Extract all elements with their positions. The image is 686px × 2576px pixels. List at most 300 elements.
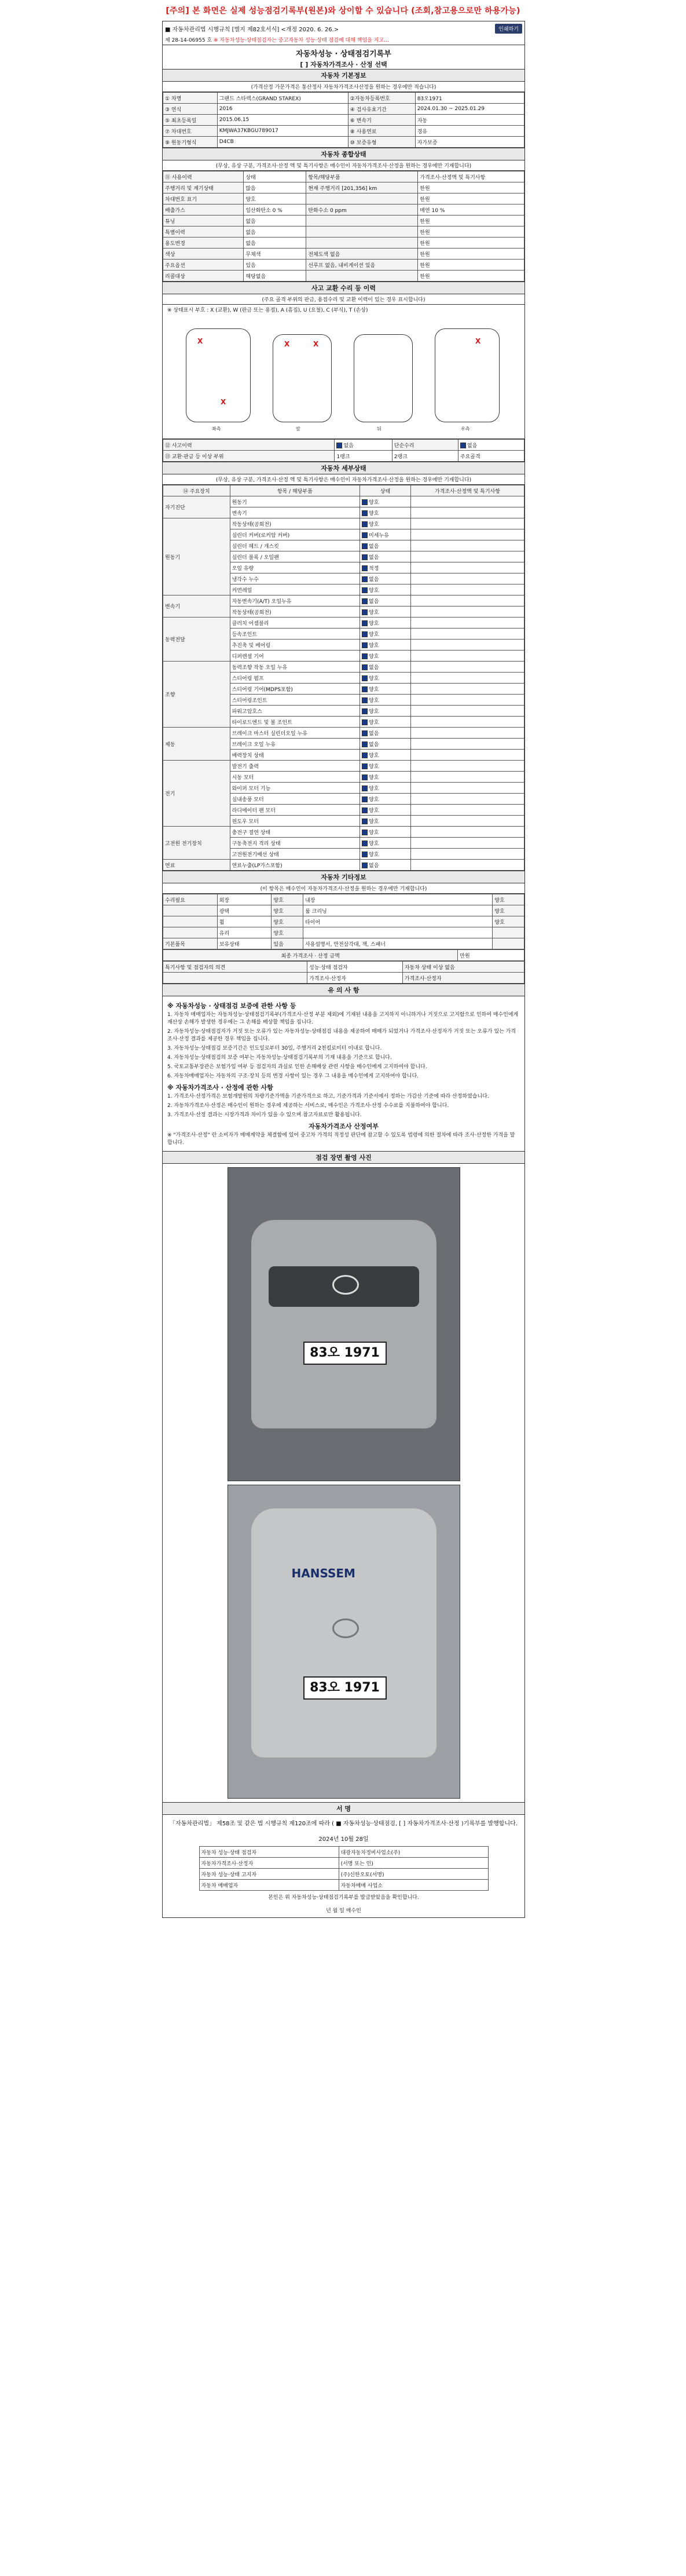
checkbox-icon [362,719,368,725]
detail-status-cell: 양호 [360,584,411,595]
signature-law-text: 「자동차관리법」 제58조 및 같은 법 시행규칙 제120조에 따라 ( ■ 자동차성능·상태점검, [ ] 자동차가격조사·산정 )기록부를 발행합니다. [170,1821,518,1827]
status-row [163,237,524,249]
detail-row [163,728,524,739]
status-row [163,182,524,193]
etc-note: (이 항목은 매수인이 자동차가격조사·산정을 원하는 경우에만 기재합니다) [163,883,524,894]
notice-line [163,35,524,45]
note-item: 3. 자동차성능·상태점검 보증기간은 인도일로부터 30일, 주행거리 2천킬로미터 이내로 합니다. [167,1046,382,1051]
detail-item-cell: 실린더 블록 / 오일팬 [230,551,359,562]
detail-status-cell: 양호 [360,706,411,717]
detail-status-cell: 양호 [360,606,411,617]
etc-cell: 양호 [272,905,303,916]
inspection-document [162,21,525,1918]
checkbox-icon [362,741,368,747]
status-cell: 한원 [418,226,524,237]
detail-item-cell: 클러치 어셈블리 [230,617,359,629]
etc-row [163,927,524,938]
note-item: 4. 자동차성능·상태점검의 보증 여부는 자동차성능·상태점검기록부의 기재 내용을 기준으로 합니다. [167,1055,392,1061]
detail-status-cell: 양호 [360,496,411,507]
etc-cell: 내장 [303,894,493,905]
car-right-view [435,328,500,422]
status-cell: 한원 [418,237,524,249]
detail-price-cell [410,584,524,595]
dealer-label: 자동차 성능·상태 고지자 [199,1869,339,1880]
detail-row [163,662,524,673]
detail-status-cell: 양호 [360,651,411,662]
etc-cell: 광택 [217,905,272,916]
diagram-label-left: 좌측 [212,426,221,432]
detail-device-cell: 제동 [163,728,230,761]
appraiser-label: 자동차가격조사·산정자 [199,1858,339,1869]
detail-price-cell [410,507,524,518]
detail-item-cell: 추진축 및 베어링 [230,640,359,651]
detail-status-cell: 양호 [360,761,411,772]
detail-status-cell: 없음 [360,540,411,551]
status-row [163,226,524,237]
car-left-view [186,328,251,422]
special-row [163,973,524,984]
status-cell: 용도변경 [163,237,244,249]
special-row [163,962,524,973]
accident-label: ⑫ 사고이력 [163,440,335,451]
basic-info-cell: ① 차명 [163,93,218,104]
basic-info-title: 자동차 기본정보 [163,70,524,82]
detail-item-cell: 충전구 절연 상태 [230,827,359,838]
detail-status-cell: 양호 [360,629,411,640]
detail-status-cell: 없음 [360,573,411,584]
status-cell: 한원 [418,249,524,260]
basic-info-cell: 2015.06.15 [217,115,348,126]
detail-price-cell [410,816,524,827]
detail-row [163,761,524,772]
exchange-label: ⑬ 교환·판금 등 이상 부위 [163,451,335,462]
notes-section [163,984,524,1151]
notice-red-text: ※ 자동차성능·상태점검자는 중고자동차 성능·상태 점검에 대해 책임을 지고... [214,38,389,43]
status-cell: 무채색 [244,249,306,260]
checkbox-icon [362,697,368,703]
etc-cell: 보유상태 [217,938,272,949]
inspector-label: 자동차 성능·상태 점검자 [199,1847,339,1858]
notes-part2-title: ※ 자동차가격조사 · 산정에 관한 사항 [167,1084,273,1091]
document-header [163,21,524,35]
checkbox-icon [362,620,368,626]
detail-item-cell: 와이퍼 모터 기능 [230,783,359,794]
detail-status-cell: 양호 [360,783,411,794]
status-cell: 리콜대상 [163,271,244,282]
checkbox-icon [362,752,368,758]
status-cell: 한원 [418,193,524,204]
regulation-text: ■ 자동차관리법 시행규칙 [별지 제82호서식] <개정 2020. 6. 26.> [165,27,339,33]
status-cell: 한원 [418,215,524,226]
detail-item-cell: 윈도우 모터 [230,816,359,827]
detail-item-cell: 커먼레일 [230,584,359,595]
signature-date: 2024년 10월 28일 [318,1836,369,1843]
detail-item-cell: 파워고압호스 [230,706,359,717]
detail-price-cell [410,728,524,739]
detail-price-cell [410,562,524,573]
detail-status-cell: 양호 [360,750,411,761]
detail-status-cell: 양호 [360,673,411,684]
checkbox-icon [362,796,368,802]
etc-cell: 양호 [493,894,524,905]
note-item: 1. 자동차 매매업자는 자동차성능·상태점검기록부(가격조사·산정 부분 제외)에 기재된 내용을 고지하지 아니하거나 거짓으로 고지함으로 인하여 매수인에게 재산상 손해가 발생한 경우에는 그 손해를 배상할 책임을 집니다. [167,1012,519,1025]
basic-info-cell: ③ 연식 [163,104,218,115]
status-cell: 배출가스 [163,204,244,215]
detail-row [163,595,524,606]
rank2-label: 2랭크 [392,451,458,462]
detail-status-cell: 양호 [360,849,411,860]
status-cell: 튜닝 [163,215,244,226]
final-price-label: 최종 가격조사 · 산정 금액 [163,950,458,961]
accident-value: 없음 [335,440,392,451]
status-cell: 전체도색 없음 [306,249,418,260]
etc-cell [163,927,218,938]
status-cell: 매연 10 % [418,204,524,215]
notes-part1-list [167,1011,520,1080]
etc-cell: 타이어 [303,916,493,927]
notice-number: 제 28-14-06955 호 [165,38,212,43]
status-cell: 없음 [244,215,306,226]
etc-cell: 룸 크리닝 [303,905,493,916]
detail-price-cell [410,662,524,673]
special-cell: 자동차 상태 이상 없음 [402,962,524,973]
basic-info-cell: KMJWA37KBGU789017 [217,126,348,137]
etc-cell: 사용설명서, 안전삼각대, 잭, 스패너 [303,938,493,949]
signature-section [163,1802,524,1917]
detail-row [163,617,524,629]
status-cell: 주요옵션 [163,260,244,271]
detail-price-cell [410,695,524,706]
detail-status-cell: 양호 [360,518,411,529]
confirm-text: ※ "가격조사·산정" 란 소비자가 매매계약을 체결함에 있어 중고차 가격의 적정성 판단에 참고할 수 있도록 법령에 의한 절차에 따라 조사·산정한 가격을 말합니다. [167,1132,515,1146]
status-row [163,193,524,204]
detail-price-cell [410,606,524,617]
status-cell: 양호 [244,193,306,204]
detail-device-cell: 고전원 전기장치 [163,827,230,860]
special-cell: 특기사항 및 점검자의 의견 [163,962,307,973]
checkbox-icon [362,807,368,813]
dealer-name: (주)신한오토(서명) [339,1869,488,1880]
basic-info-cell: 경유 [415,126,524,137]
detail-price-cell [410,783,524,794]
basic-info-note: (가격산정 가문가격은 통산정사 자동차가격조사산정을 원하는 경우에만 적습니다) [163,82,524,92]
status-row [163,260,524,271]
detail-row [163,518,524,529]
accident-note: (주요 골격 부위의 판금, 용접수리 및 교환 이력이 있는 경우 표시합니다) [163,294,524,305]
detail-price-cell [410,540,524,551]
diagram-label-rear: 뒤 [377,426,381,432]
detail-status-cell: 양호 [360,827,411,838]
detail-table [163,485,524,871]
inspector-name: 대광자동차정비사업소(주) [339,1847,488,1858]
detail-title: 자동차 세부상태 [163,462,524,474]
detail-item-cell: 라디에이터 팬 모터 [230,805,359,816]
status-cell: 색상 [163,249,244,260]
status-section [163,148,524,282]
note-item: 5. 국토교통부장관은 보험가입 여부 등 점검자의 과실로 인한 손해배상 관련 사항을 매수인에게 고지하여야 합니다. [167,1064,427,1070]
status-cell [306,226,418,237]
detail-status-cell: 없음 [360,662,411,673]
accident-table [163,439,524,462]
etc-cell: 유리 [217,927,272,938]
detail-item-cell: 시동 모터 [230,772,359,783]
rank1-label: 1랭크 [335,451,392,462]
detail-item-cell: 실내송풍 모터 [230,794,359,805]
detail-item-cell: 타이로드엔드 및 볼 조인트 [230,717,359,728]
status-cell: 가격조사·산정액 및 특기사항 [418,171,524,182]
car-front-view [273,334,332,422]
detail-status-cell: 양호 [360,507,411,518]
checkbox-icon [362,675,368,681]
detail-item-cell: 작동상태(공회전) [230,606,359,617]
detail-item-cell: 브레이크 오일 누유 [230,739,359,750]
detail-item-cell: 동력조향 작동 오일 누유 [230,662,359,673]
document-title: 자동차성능 · 상태점검기록부 [296,50,391,59]
damage-mark: X [313,340,319,348]
buyer-sign-line: 년 월 일 매수인 [326,1908,361,1914]
checkbox-icon [362,653,368,659]
detail-price-cell [410,750,524,761]
checkbox-icon [362,565,368,571]
status-cell: 상태 [244,171,306,182]
detail-item-cell: 연료누출(LP가스포함) [230,860,359,871]
detail-status-cell: 양호 [360,695,411,706]
checkbox-icon [362,554,368,560]
checkbox-icon [362,863,368,868]
detail-price-cell [410,640,524,651]
rear-license-plate: 83오 1971 [303,1676,387,1700]
detail-item-cell: 실린더 헤드 / 개스킷 [230,540,359,551]
confirm-title: 자동차가격조사 산정여부 [309,1123,379,1130]
car-rear-view [354,334,413,422]
status-cell: 한원 [418,182,524,193]
status-cell: 현재 주행거리 [201,356] km [306,182,418,193]
detail-status-cell: 없음 [360,595,411,606]
detail-status-cell: 양호 [360,684,411,695]
frame-label: 주요골격 [458,451,524,462]
note-item: 2. 자동차가격조사·산정은 매수인이 원하는 경우에 제공하는 서비스로, 매수인은 가격조사·산정 수수료를 지불하여야 합니다. [167,1103,449,1109]
detail-note: (무상, 유상 구분, 가격조사·산정 액 및 특기사항은 매수인이 자동차가격조사·산정을 원하는 경우에만 기재합니다) [163,474,524,485]
basic-info-cell: ⑩ 보증유형 [348,137,415,148]
warning-banner-text: [주의] 본 화면은 실제 성능점검기록부(원본)와 상이할 수 있습니다 (조회,참고용으로만 하용가능) [166,6,520,16]
etc-cell: 양호 [493,905,524,916]
detail-status-cell: 없음 [360,551,411,562]
status-cell: 탄화수소 0 ppm [306,204,418,215]
basic-info-row [163,137,524,148]
status-cell [306,271,418,282]
notes-part2-list [167,1093,520,1119]
accident-section [163,282,524,462]
simple-repair-value: 없음 [458,440,524,451]
etc-title: 자동차 기타정보 [163,871,524,883]
detail-price-cell [410,573,524,584]
basic-info-row [163,104,524,115]
detail-header-row [163,485,524,496]
status-cell: 없음 [244,226,306,237]
checkbox-icon [362,499,368,505]
detail-header-cell: 가격조사·산정액 및 특기사항 [410,485,524,496]
detail-device-cell: 연료 [163,860,230,871]
basic-info-row [163,115,524,126]
detail-item-cell: 배력장치 상태 [230,750,359,761]
detail-price-cell [410,794,524,805]
detail-item-cell: 자동변속기(A/T) 오일누유 [230,595,359,606]
warning-banner [0,0,686,21]
basic-info-section [163,69,524,148]
checkbox-icon [362,631,368,637]
etc-cell: 수리필요 [163,894,218,905]
status-cell [306,193,418,204]
basic-info-cell: 83오1971 [415,93,524,104]
status-cell: 해당없음 [244,271,306,282]
basic-info-cell: 자동 [415,115,524,126]
status-cell [306,237,418,249]
detail-price-cell [410,518,524,529]
note-item: 2. 자동차성능·상태점검자가 거짓 또는 오류가 있는 자동차성능·상태점검 내용을 제공하여 매매가 되었거나 가격조사·산정자가 거짓 또는 오류가 있는 가격조사·산정 결과를 제공한 경우 책임을 집니다. [167,1029,516,1042]
photo-title: 점검 장면 촬영 사진 [163,1152,524,1164]
rear-brand-text: HANSSEM [291,1566,355,1580]
checkbox-icon [362,785,368,791]
detail-device-cell: 자기진단 [163,496,230,518]
detail-item-cell: 브레이크 마스터 실린더오일 누유 [230,728,359,739]
status-row [163,249,524,260]
detail-device-cell: 전기 [163,761,230,827]
detail-price-cell [410,684,524,695]
detail-header-cell: 항목 / 해당부품 [230,485,359,496]
basic-info-table [163,92,524,148]
detail-price-cell [410,849,524,860]
detail-status-cell: 양호 [360,617,411,629]
detail-item-cell: 고전원전기배선 상태 [230,849,359,860]
final-price-table [163,949,524,961]
basic-info-row [163,126,524,137]
damage-mark: X [475,337,481,345]
detail-item-cell: 스티어링조인트 [230,695,359,706]
checkbox-icon [362,609,368,615]
detail-status-cell: 양호 [360,717,411,728]
damage-mark: X [197,337,203,345]
detail-price-cell [410,838,524,849]
photo-list [163,1164,524,1802]
note-item: 3. 가격조사·산정 결과는 시장가격과 차이가 있을 수 있으며 참고자료로만 활용됩니다. [167,1112,362,1118]
detail-price-cell [410,706,524,717]
detail-status-cell: 없음 [360,728,411,739]
etc-cell: 양호 [272,916,303,927]
detail-item-cell: 냉각수 누수 [230,573,359,584]
status-cell: ⑪ 사용이력 [163,171,244,182]
checkbox-icon [362,532,368,538]
detail-price-cell [410,651,524,662]
etc-cell: 휠 [217,916,272,927]
etc-cell: 있음 [272,938,303,949]
status-cell: 항목/해당부품 [306,171,418,182]
buyer-confirm-text: 본인은 위 자동차성능·상태점검기록부를 발급받았음을 확인합니다. [268,1895,419,1901]
status-table [163,171,524,282]
basic-info-cell: ⑤ 최초등록일 [163,115,218,126]
basic-info-cell: ⑧ 사용연료 [348,126,415,137]
detail-item-cell: 실린더 커버(로커암 커버) [230,529,359,540]
checkbox-icon [362,763,368,769]
detail-item-cell: 변속기 [230,507,359,518]
status-cell: 선루프 없음, 내비게이션 있음 [306,260,418,271]
detail-row [163,827,524,838]
status-cell: 많음 [244,182,306,193]
special-cell: 성능·상태 점검자 [307,962,403,973]
detail-header-cell: ⑭ 주요장치 [163,485,230,496]
print-button[interactable]: 인쇄하기 [495,24,522,34]
etc-section [163,871,524,984]
detail-price-cell [410,860,524,871]
basic-info-cell: ②자동차등록번호 [348,93,415,104]
damage-mark: X [221,398,226,406]
detail-item-cell: 스티어링 기어(MDPS포함) [230,684,359,695]
detail-status-cell: 없음 [360,739,411,750]
detail-status-cell: 없음 [360,860,411,871]
detail-device-cell: 조향 [163,662,230,728]
basic-info-cell: 자가보증 [415,137,524,148]
brand-logo-icon [332,1618,359,1638]
detail-device-cell: 원동기 [163,518,230,595]
detail-section [163,462,524,871]
detail-price-cell [410,805,524,816]
status-row [163,204,524,215]
checkbox-icon [362,664,368,670]
notes-body [163,996,524,1151]
checkbox-icon [362,686,368,692]
etc-cell [493,938,524,949]
basic-info-row [163,93,524,104]
accident-legend: ※ 상태표시 부호 : X (교환), W (판금 또는 용접), A (흠집), U (요철), C (부식), T (손상) [167,308,368,313]
checkbox-icon [362,819,368,824]
brand-logo-icon [332,1275,359,1295]
detail-item-cell: 구동축전지 격리 상태 [230,838,359,849]
detail-status-cell: 양호 [360,838,411,849]
checkbox-icon [362,830,368,835]
status-row [163,171,524,182]
accident-title: 사고 교환 수리 등 이력 [163,282,524,294]
basic-info-cell: 그랜드 스타렉스(GRAND STAREX) [217,93,348,104]
basic-info-cell: ④ 검사유효기간 [348,104,415,115]
etc-cell [303,927,493,938]
signature-header: 서 명 [163,1803,524,1815]
detail-item-cell: 발전기 출력 [230,761,359,772]
detail-price-cell [410,673,524,684]
checkbox-icon [362,774,368,780]
status-cell: 한원 [418,260,524,271]
status-note: (무상, 유상 구분, 가격조사·산정 액 및 특기사항은 매수인이 자동차가격조사·산정을 원하는 경우에만 기재합니다) [163,160,524,171]
status-row [163,215,524,226]
document-subtitle: [ ] 자동차가격조사 · 산정 선택 [300,61,387,68]
etc-row [163,916,524,927]
status-title: 자동차 종합상태 [163,148,524,160]
note-item: 1. 가격조사·산정가격은 보험개발원의 차량기준가액을 기준가격으로 하고, 기준가격과 기준서에서 정하는 가감산 기준에 따라 산정하였습니다. [167,1094,489,1099]
vehicle-body [251,1220,436,1428]
special-cell: 가격조사·산정자 [402,973,524,984]
basic-info-cell: D4CB [217,137,348,148]
status-cell: 차대번호 표기 [163,193,244,204]
etc-cell: 기본품목 [163,938,218,949]
photo-section [163,1151,524,1802]
status-cell: 특별이력 [163,226,244,237]
status-cell: 주행거리 및 계기상태 [163,182,244,193]
status-cell [306,215,418,226]
basic-info-cell: ⑨ 원동기형식 [163,137,218,148]
etc-cell: 양호 [493,916,524,927]
signature-table [199,1846,489,1891]
detail-header-cell: 상태 [360,485,411,496]
simple-repair-label: 단순수리 [392,440,458,451]
detail-price-cell [410,551,524,562]
